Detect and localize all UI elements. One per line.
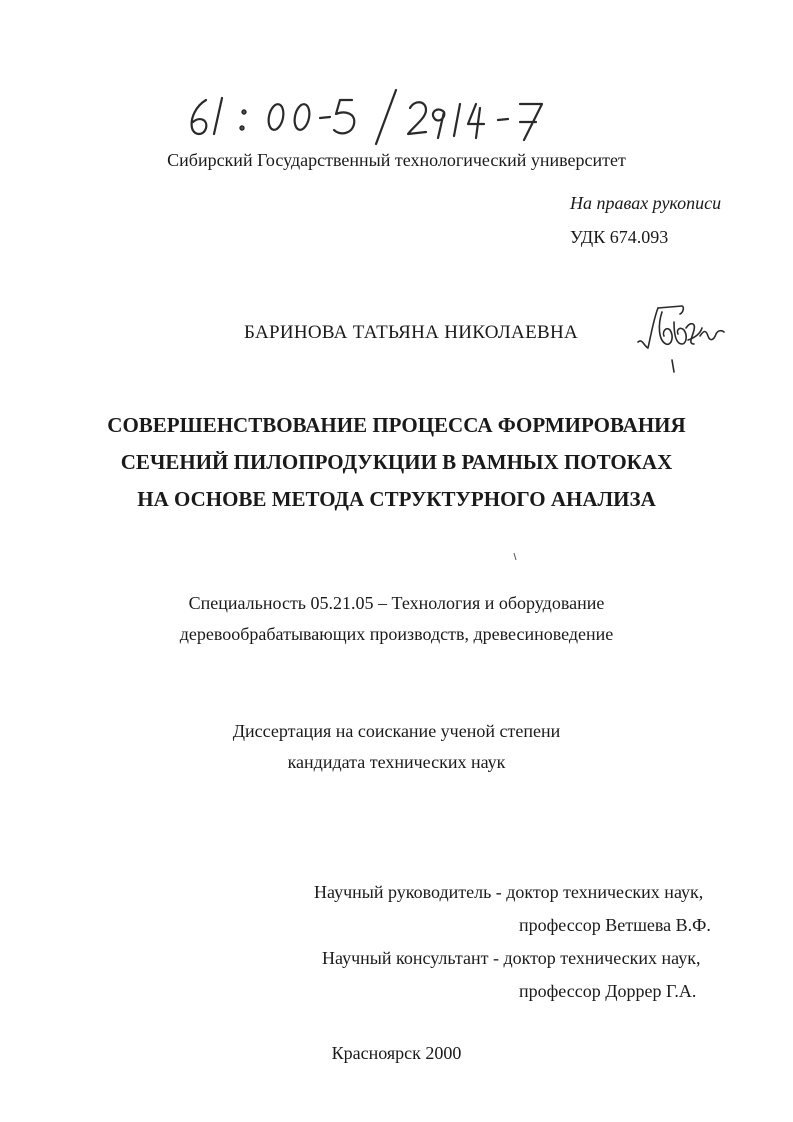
stray-ink-mark	[512, 552, 518, 562]
specialty-line-2: деревообрабатывающих производств, древесиноведение	[179, 624, 614, 644]
handwritten-archive-code	[180, 82, 600, 152]
consultant-role: Научный консультант - доктор технических наук,	[322, 948, 701, 968]
consultant-name: профессор Доррер Г.А.	[519, 981, 697, 1001]
dissertation-title	[0, 407, 793, 518]
supervisor-role: Научный руководитель - доктор технических наук,	[314, 882, 704, 902]
supervisor-name: профессор Ветшева В.Ф.	[519, 915, 711, 935]
university-name: Сибирский Государственный технологический университет	[167, 150, 626, 170]
specialty-line-1: Специальность 05.21.05 – Технология и оборудование	[188, 593, 605, 613]
title-line: СЕЧЕНИЙ ПИЛОПРОДУКЦИИ В РАМНЫХ ПОТОКАХ	[120, 450, 673, 474]
title-line: НА ОСНОВЕ МЕТОДА СТРУКТУРНОГО АНАЛИЗА	[137, 487, 656, 511]
degree-block	[0, 716, 793, 778]
specialty-block	[0, 588, 793, 650]
degree-line-2: кандидата технических наук	[287, 752, 506, 772]
rights-note: На правах рукописи	[570, 193, 722, 213]
title-line: СОВЕРШЕНСТВОВАНИЕ ПРОЦЕССА ФОРМИРОВАНИЯ	[107, 413, 686, 437]
city-year: Красноярск 2000	[331, 1043, 462, 1063]
degree-line-1: Диссертация на соискание ученой степени	[232, 721, 561, 741]
udk-code: УДК 674.093	[570, 227, 669, 247]
author-name: БАРИНОВА ТАТЬЯНА НИКОЛАЕВНА	[244, 322, 578, 343]
author-signature	[628, 300, 738, 378]
